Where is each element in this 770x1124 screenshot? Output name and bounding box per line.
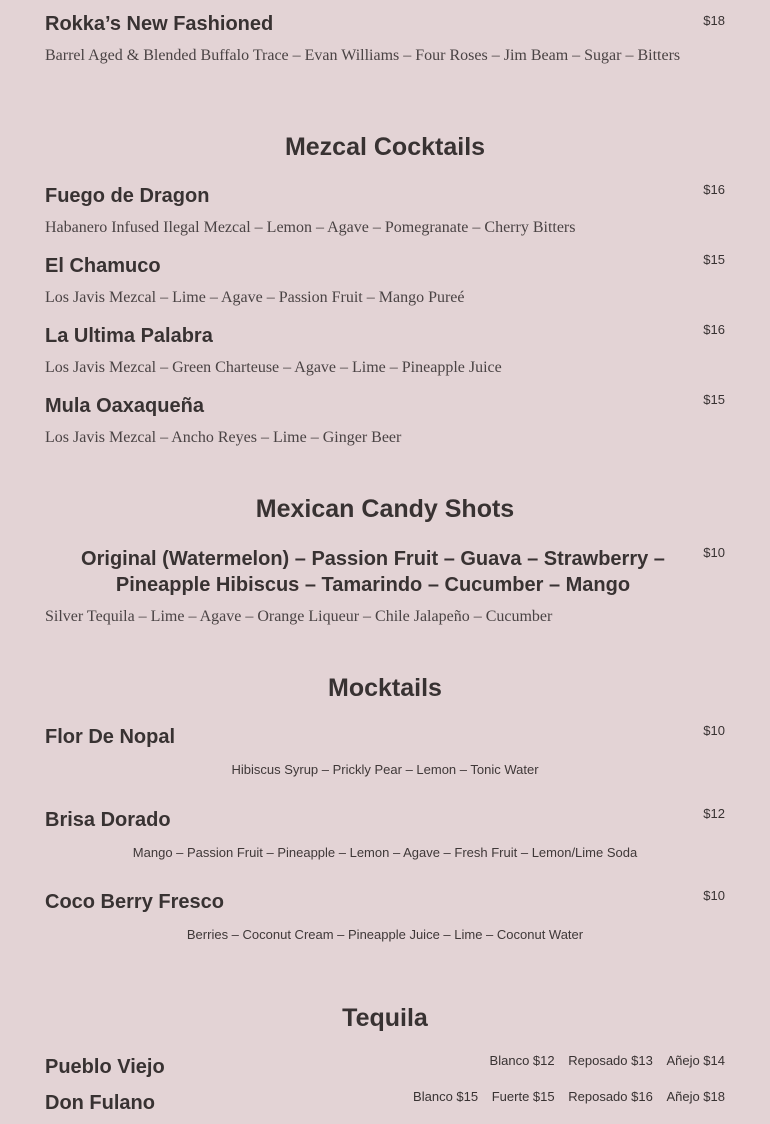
item-description: Los Javis Mezcal – Green Charteuse – Agave – Lime – Pineapple Juice <box>45 359 502 376</box>
item-price: $16 <box>703 182 725 197</box>
item-price: $12 <box>703 806 725 821</box>
item-name: Pueblo Viejo <box>45 1056 165 1078</box>
price-reposado: Reposado $13 <box>568 1053 653 1068</box>
section-title-mocktails: Mocktails <box>328 674 442 702</box>
item-description: Hibiscus Syrup – Prickly Pear – Lemon – Tonic Water <box>231 762 539 777</box>
item-price: $15 <box>703 252 725 267</box>
section-title-mexican-candy-shots: Mexican Candy Shots <box>255 495 515 523</box>
item-name: Rokka’s New Fashioned <box>45 13 274 35</box>
price-blanco: Blanco $12 <box>489 1053 555 1068</box>
item-name: Mula Oaxaqueña <box>45 395 204 417</box>
price-blanco: Blanco $15 <box>413 1089 479 1104</box>
item-description: Los Javis Mezcal – Lime – Agave – Passion Fruit – Mango Pureé <box>45 289 465 306</box>
price-reposado: Reposado $16 <box>568 1089 653 1104</box>
item-name: Coco Berry Fresco <box>45 891 224 913</box>
item-name: Fuego de Dragon <box>45 185 210 207</box>
item-description: Los Javis Mezcal – Ancho Reyes – Lime – Ginger Beer <box>45 429 402 446</box>
item-description: Habanero Infused Ilegal Mezcal – Lemon – Agave – Pomegranate – Cherry Bitters <box>45 219 576 236</box>
item-price: $10 <box>703 545 725 560</box>
price-anejo: Añejo $14 <box>666 1053 725 1068</box>
item-price-list <box>403 1087 725 1107</box>
item-name: El Chamuco <box>45 255 161 277</box>
section-title-tequila: Tequila <box>342 1004 428 1032</box>
item-price: $10 <box>703 888 725 903</box>
item-price: $15 <box>703 392 725 407</box>
item-name: Original (Watermelon) – Passion Fruit – Guava – Strawberry – Pineapple Hibiscus – Tamarindo – Cucumber – Mango <box>81 548 665 596</box>
item-name: Brisa Dorado <box>45 809 171 831</box>
price-fuerte: Fuerte $15 <box>491 1089 555 1104</box>
item-price-list <box>480 1051 725 1071</box>
section-title-mezcal-cocktails: Mezcal Cocktails <box>284 133 486 161</box>
item-description: Silver Tequila – Lime – Agave – Orange Liqueur – Chile Jalapeño – Cucumber <box>45 608 553 625</box>
item-name: La Ultima Palabra <box>45 325 213 347</box>
item-price: $18 <box>703 13 725 28</box>
item-description: Berries – Coconut Cream – Pineapple Juice – Lime – Coconut Water <box>186 927 584 942</box>
item-price: $16 <box>703 322 725 337</box>
item-description: Mango – Passion Fruit – Pineapple – Lemon – Agave – Fresh Fruit – Lemon/Lime Soda <box>132 845 638 860</box>
item-description: Barrel Aged & Blended Buffalo Trace – Evan Williams – Four Roses – Jim Beam – Sugar – Bitters <box>45 47 681 64</box>
price-anejo: Añejo $18 <box>666 1089 725 1104</box>
item-price: $10 <box>703 723 725 738</box>
item-name: Flor De Nopal <box>45 726 176 748</box>
item-name: Don Fulano <box>45 1092 155 1114</box>
